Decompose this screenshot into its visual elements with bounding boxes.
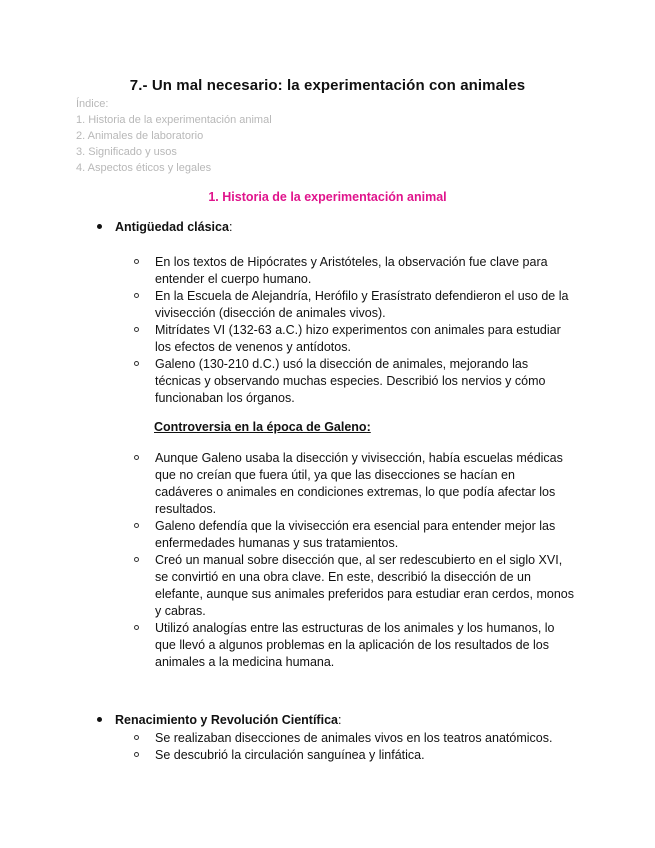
- list-item: [134, 518, 574, 552]
- list-item: [134, 254, 574, 288]
- list-item: [134, 288, 574, 322]
- list-item: [134, 322, 574, 356]
- list-item-text: Aunque Galeno usaba la disección y vivisección, había escuelas médicas que no creían que fuera útil, ya que las disecciones se hacían en cadáveres o animales en condiciones extremas, lo que podía afectar los resultados.: [155, 451, 563, 516]
- bullet-label: Antigüedad clásica: [115, 220, 229, 234]
- bullet-label: Renacimiento y Revolución Científica: [115, 713, 338, 727]
- list-item-text: Galeno (130-210 d.C.) usó la disección de animales, mejorando las técnicas y observando muchas especies. Describió los nervios y cómo funcionaban los órganos.: [155, 357, 546, 405]
- subheading-controversia: [154, 420, 371, 434]
- list-item-text: Se descubrió la circulación sanguínea y linfática.: [155, 748, 425, 762]
- index-item: 1. Historia de la experimentación animal: [76, 114, 272, 126]
- circle-bullet-icon: [134, 735, 139, 740]
- subheading-text: Controversia en la época de Galeno: [154, 420, 367, 434]
- list-item-text: Utilizó analogías entre las estructuras de los animales y los humanos, lo que llevó a algunos problemas en la aplicación de los resultados de los animales a la medicina humana.: [155, 621, 555, 669]
- section-title: 1. Historia de la experimentación animal: [208, 190, 447, 204]
- circle-bullet-icon: [134, 259, 139, 264]
- list-renacimiento: [134, 730, 574, 764]
- list-controversia: [134, 450, 574, 671]
- list-item: [134, 747, 574, 764]
- circle-bullet-icon: [134, 752, 139, 757]
- circle-bullet-icon: [134, 557, 139, 562]
- index-item: 3. Significado y usos: [76, 146, 177, 158]
- list-item-text: En los textos de Hipócrates y Aristóteles, la observación fue clave para entender el cuerpo humano.: [155, 255, 548, 286]
- page-title: 7.- Un mal necesario: la experimentación con animales: [129, 77, 526, 94]
- index: [76, 96, 272, 176]
- circle-bullet-icon: [134, 361, 139, 366]
- subheading-suffix: :: [366, 420, 371, 434]
- list-item-text: Creó un manual sobre disección que, al ser redescubierto en el siglo XVI, se convirtió en una obra clave. En este, describió la disección de un elefante, aunque sus animales preferidos para estudiar eran cerdos, monos y cabras.: [155, 553, 575, 618]
- bullet-renacimiento: [97, 713, 341, 727]
- list-item-text: Galeno defendía que la vivisección era esencial para entender mejor las enfermedades humanas y sus tratamientos.: [155, 519, 556, 550]
- bullet-dot-icon: [97, 224, 102, 229]
- bullet-suffix: :: [337, 713, 342, 727]
- list-item: [134, 552, 574, 620]
- bullet-antiguedad: [97, 220, 232, 234]
- list-item: [134, 730, 574, 747]
- list-item-text: En la Escuela de Alejandría, Herófilo y Erasístrato defendieron el uso de la vivisección (disección de animales vivos).: [155, 289, 569, 320]
- index-item: 4. Aspectos éticos y legales: [76, 162, 212, 174]
- bullet-suffix: :: [228, 220, 233, 234]
- list-item: [134, 450, 574, 518]
- list-antiguedad: [134, 254, 574, 407]
- list-item-text: Mitrídates VI (132-63 a.C.) hizo experimentos con animales para estudiar los efectos de venenos y antídotos.: [155, 323, 561, 354]
- circle-bullet-icon: [134, 293, 139, 298]
- index-item: 2. Animales de laboratorio: [76, 130, 204, 142]
- circle-bullet-icon: [134, 625, 139, 630]
- list-item-text: Se realizaban disecciones de animales vivos en los teatros anatómicos.: [155, 731, 553, 745]
- index-heading: Índice:: [76, 98, 109, 110]
- circle-bullet-icon: [134, 523, 139, 528]
- list-item: [134, 356, 574, 407]
- circle-bullet-icon: [134, 327, 139, 332]
- circle-bullet-icon: [134, 455, 139, 460]
- list-item: [134, 620, 574, 671]
- bullet-dot-icon: [97, 717, 102, 722]
